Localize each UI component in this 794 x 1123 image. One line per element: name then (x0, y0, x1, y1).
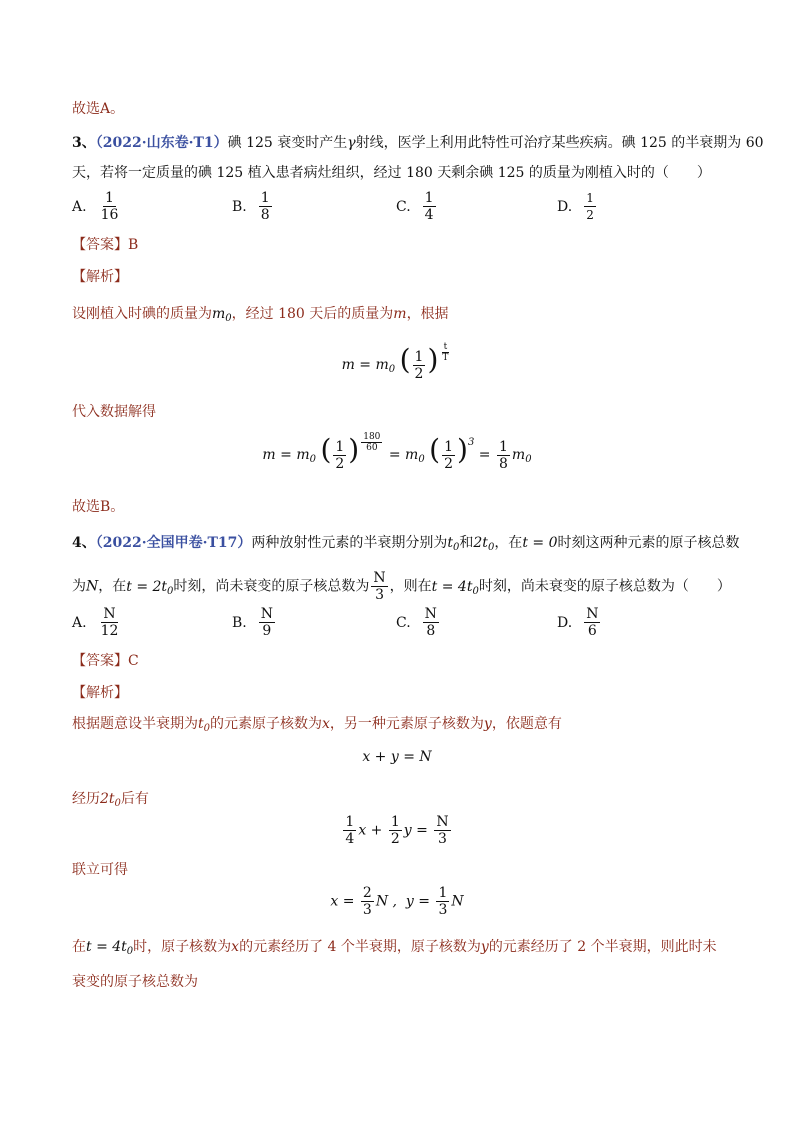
q4-line-2: 为N，在$t = 2t_0$时刻，尚未衰变的原子核总数为 $\frac{N}{3}$ ，则在$t = 4t_0$时刻，尚未衰变的原子核总数为（ ） (72, 570, 731, 603)
q3-final: 故选B。 (72, 499, 125, 515)
option-fraction: $\frac{1}{2}$ (586, 191, 594, 222)
q3-analysis-heading: 【解析】 (72, 269, 128, 285)
q3-explanation-1: 设刚植入时碘的质量为$m_0$，经过 180 天后的质量为m，根据 (72, 306, 449, 324)
q3-text-1: 碘 125 衰变时产生 (227, 135, 348, 151)
option-fraction: $\frac{N}{12}$ (100, 606, 119, 639)
q3-source: （2022·山东卷·T1） (95, 135, 228, 151)
q4-explanation-2: 经历$2t_0$后有 (72, 791, 149, 809)
option-fraction: $\frac{N}{9}$ (260, 606, 273, 639)
q4-formula-solution: x = $\frac{2}{3}$ N , y = $\frac{1}{3}$ N (330, 885, 464, 918)
q3-formula-solution: $m = m_0$ ( $\frac{1}{2}$ ) $^{\frac{180}{60}}$ = $m_0$ ( $\frac{1}{2}$ )$^3$ = $\frac{1}{8}$ $m_0$ (262, 432, 532, 472)
option-fraction: $\frac{1}{4}$ (424, 190, 434, 223)
q3-option-c[interactable] (396, 190, 438, 223)
option-label: B. (232, 198, 247, 215)
prev-answer-text: 故选A。 (72, 101, 125, 117)
q4-analysis-heading: 【解析】 (72, 685, 128, 701)
option-label: D. (557, 198, 573, 215)
q3-explanation-2: 代入数据解得 (72, 404, 156, 420)
option-label: A. (72, 614, 87, 631)
q4-formula-after: $\frac{1}{4}$ x + $\frac{1}{2}$ y = $\frac{N}{3}$ (345, 814, 449, 847)
q4-explanation-4: 在$t = 4t_0$时，原子核数为x的元素经历了 4 个半衰期，原子核数为y的元素经历了 2 个半衰期，则此时未 (72, 939, 717, 957)
option-label: D. (557, 614, 573, 631)
option-fraction: $\frac{1}{8}$ (260, 190, 270, 223)
option-fraction: $\frac{N}{8}$ (424, 606, 437, 639)
q4-explanation-3: 联立可得 (72, 862, 128, 878)
q3-option-a[interactable] (72, 190, 122, 223)
option-fraction: $\frac{1}{16}$ (100, 190, 119, 223)
q4-answer: 【答案】C (72, 653, 139, 669)
q4-explanation-1: 根据题意设半衰期为$t_0$的元素原子核数为x，另一种元素原子核数为y，依题意有 (72, 716, 562, 734)
q4-source: （2022·全国甲卷·T17） (95, 535, 252, 551)
q3-text-2: 射线，医学上利用此特性可治疗某些疾病。碘 125 的半衰期为 60 (355, 135, 764, 151)
option-label: C. (396, 614, 411, 631)
q4-explanation-5: 衰变的原子核总数为 (72, 974, 198, 990)
q3-option-b[interactable] (232, 190, 274, 223)
q4-option-c[interactable] (396, 606, 441, 639)
option-label: B. (232, 614, 247, 631)
option-fraction: $\frac{N}{6}$ (586, 606, 599, 639)
option-label: A. (72, 198, 87, 215)
q3-line-1 (72, 133, 764, 153)
q4-option-b[interactable] (232, 606, 277, 639)
q3-answer: 【答案】B (72, 237, 139, 253)
q3-line-2: 天，若将一定质量的碘 125 植入患者病灶组织，经过 180 天剩余碘 125 的质量为刚植入时的（ ） (72, 165, 711, 181)
q3-number: 3、 (72, 135, 96, 151)
q3-option-d[interactable] (557, 190, 598, 223)
q4-number: 4、 (72, 535, 96, 551)
q4-formula-sum: x + y = N (362, 749, 432, 765)
q3-gamma: γ (347, 135, 356, 151)
q3-formula-decay: $m = m_0$ ( $\frac{1}{2}$ ) $^{\frac{t}{T}}$ (341, 342, 449, 382)
q4-option-a[interactable] (72, 606, 122, 639)
option-label: C. (396, 198, 411, 215)
q4-line-1: 4、（2022·全国甲卷·T17）两种放射性元素的半衰期分别为$t_0$和$2t_0$，在t = 0时刻这两种元素的原子核总数 (72, 535, 740, 553)
q4-option-d[interactable] (557, 606, 602, 639)
